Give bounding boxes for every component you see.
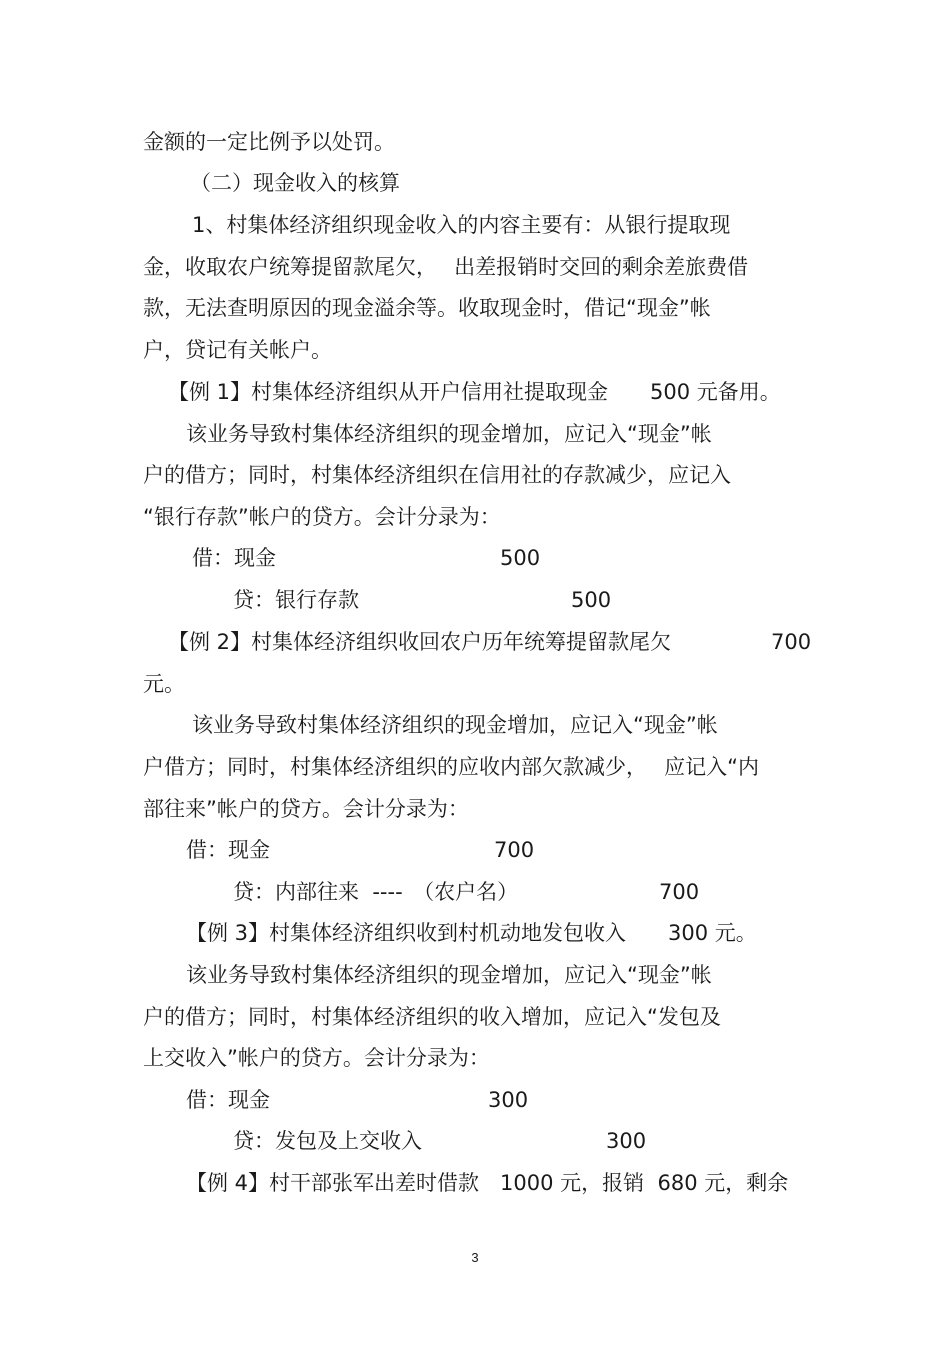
entry-debit: 借：现金 — [186, 838, 270, 862]
entry-credit-amount: 500 — [571, 588, 612, 612]
text-line: 款，无法查明原因的现金溢余等。收取现金时，借记“现金”帐 — [143, 296, 711, 320]
example-2-amount: 700 — [771, 630, 812, 654]
entry-credit: 贷：内部往来 ---- （农户名） — [233, 880, 519, 904]
example-1-heading: 【例 1】村集体经济组织从开户信用社提取现金 500 元备用。 — [168, 380, 781, 404]
text-line: 上交收入”帐户的贷方。会计分录为： — [143, 1046, 490, 1070]
example-2-heading: 【例 2】村集体经济组织收回农户历年统筹提留款尾欠 — [168, 630, 672, 654]
text-line: 金额的一定比例予以处罚。 — [143, 130, 395, 154]
text-line: 户的借方；同时，村集体经济组织在信用社的存款减少，应记入 — [143, 463, 731, 487]
entry-debit-amount: 300 — [488, 1088, 529, 1112]
text-line: 元。 — [143, 672, 185, 696]
entry-credit: 贷：银行存款 — [233, 588, 359, 612]
text-line: 户的借方；同时，村集体经济组织的收入增加，应记入“发包及 — [143, 1005, 721, 1029]
text-line: 该业务导致村集体经济组织的现金增加，应记入“现金”帐 — [186, 963, 712, 987]
text-line: “银行存款”帐户的贷方。会计分录为： — [143, 505, 501, 529]
text-line: 该业务导致村集体经济组织的现金增加，应记入“现金”帐 — [192, 713, 718, 737]
page-number: 3 — [471, 1250, 479, 1265]
text-line: 户，贷记有关帐户。 — [143, 338, 332, 362]
text-line: 部往来”帐户的贷方。会计分录为： — [143, 797, 469, 821]
entry-debit: 借：现金 — [186, 1088, 270, 1112]
text-line: 该业务导致村集体经济组织的现金增加，应记入“现金”帐 — [186, 422, 712, 446]
entry-credit-amount: 300 — [606, 1129, 647, 1153]
example-3-heading: 【例 3】村集体经济组织收到村机动地发包收入 300 元。 — [186, 921, 757, 945]
entry-credit-amount: 700 — [659, 880, 700, 904]
entry-debit: 借：现金 — [192, 546, 276, 570]
text-line: 1、村集体经济组织现金收入的内容主要有：从银行提取现 — [192, 213, 731, 237]
entry-credit: 贷：发包及上交收入 — [233, 1129, 422, 1153]
text-line: 金，收取农户统筹提留款尾欠， 出差报销时交回的剩余差旅费借 — [143, 255, 749, 279]
entry-debit-amount: 500 — [500, 546, 541, 570]
text-line: 户借方；同时，村集体经济组织的应收内部欠款减少， 应记入“内 — [143, 755, 760, 779]
entry-debit-amount: 700 — [494, 838, 535, 862]
example-4-heading: 【例 4】村干部张军出差时借款 1000 元，报销 680 元，剩余 — [186, 1171, 789, 1195]
section-heading: （二）现金收入的核算 — [190, 171, 400, 195]
